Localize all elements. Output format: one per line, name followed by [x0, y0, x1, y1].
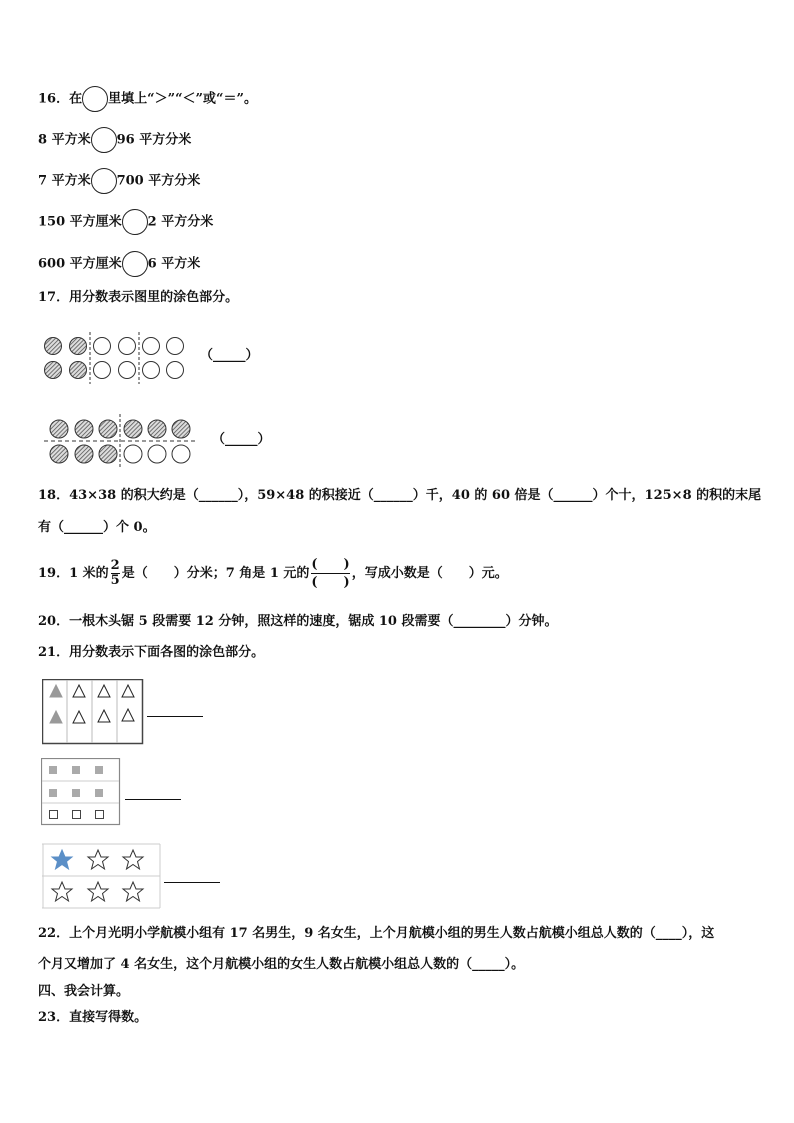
star-icon [88, 850, 108, 869]
q17-answer-2[interactable]: （_____） [212, 432, 271, 447]
q16-row-3 [38, 209, 213, 235]
circle-icon [94, 362, 111, 379]
q19-line [38, 556, 508, 591]
shaded-circle-icon [148, 420, 166, 438]
square-icon [96, 811, 104, 819]
compare-circle-blank[interactable] [122, 251, 148, 277]
q16-intro-b: 里填上“＞”“＜”或“＝”。 [108, 91, 257, 107]
q16-row-right: 96 平方分米 [116, 132, 192, 148]
q16-row-right: 700 平方分米 [116, 173, 201, 189]
q16-row-2 [38, 168, 200, 194]
q16-header [38, 86, 257, 112]
q17-figure-2 [44, 414, 204, 468]
q16-row-1 [38, 127, 191, 153]
circle-icon [143, 338, 160, 355]
shaded-circle-icon [172, 420, 190, 438]
compare-circle-blank[interactable] [122, 209, 148, 235]
q16-row-left: 7 平方米 [38, 173, 91, 189]
q17-number: 17． [38, 290, 70, 305]
q16-row-left: 600 平方厘米 [38, 256, 122, 272]
fraction-numerator: 2 [110, 558, 120, 573]
square-icon [73, 811, 81, 819]
q20-line: 20．一根木头锯 5 段需要 12 分钟，照这样的速度，锯成 10 段需要（________）分钟。 [38, 614, 558, 629]
q22-line-2: 个月又增加了 4 名女生，这个月航模小组的女生人数占航模小组总人数的（_____）。 [38, 957, 525, 972]
q22-line-1: 22．上个月光明小学航模小组有 17 名男生，9 名女生，上个月航模小组的男生人数占航模小组总人数的（____），这 [38, 926, 715, 941]
q16-row-left: 8 平方米 [38, 132, 91, 148]
compare-circle-blank[interactable] [82, 86, 108, 112]
shaded-circle-icon [45, 338, 62, 355]
star-icon [88, 882, 108, 901]
shaded-circle-icon [70, 338, 87, 355]
shaded-circle-icon [45, 362, 62, 379]
q19-text-b: 是（ ）分米；7 角是 1 元的 [121, 566, 310, 581]
q21-answer-line-1[interactable] [147, 716, 203, 717]
shaded-circle-icon [99, 445, 117, 463]
q17-text: 用分数表示图里的涂色部分。 [69, 290, 239, 305]
shaded-square-icon [72, 789, 80, 797]
shaded-circle-icon [50, 445, 68, 463]
q16-row-left: 150 平方厘米 [38, 214, 122, 230]
shaded-circle-icon [99, 420, 117, 438]
fraction-blank[interactable]: $\frac{( )}{( )}$ [311, 557, 350, 590]
shaded-square-icon [49, 766, 57, 774]
circle-icon [119, 362, 136, 379]
star-icon [52, 882, 72, 901]
circle-icon [94, 338, 111, 355]
circle-icon [172, 445, 190, 463]
circle-icon [119, 338, 136, 355]
q18-line-2: 有（______）个 0。 [38, 520, 156, 535]
circle-icon-group [45, 338, 184, 379]
shaded-square-icon [49, 789, 57, 797]
q19-text-a: 19．1 米的 [38, 566, 109, 581]
shaded-circle-icon [75, 420, 93, 438]
circle-icon [167, 338, 184, 355]
q17-answer-1[interactable]: （_____） [200, 348, 259, 363]
q16-row-right: 2 平方分米 [147, 214, 214, 230]
q21-figure-stars [42, 843, 162, 909]
compare-circle-blank[interactable] [91, 127, 117, 153]
q18-line-1: 18．43×38 的积大约是（______），59×48 的积接近（______）千，40 的 60 倍是（______）个十，125×8 的积的末尾 [38, 488, 762, 503]
shaded-square-icon [95, 766, 103, 774]
compare-circle-blank[interactable] [91, 168, 117, 194]
q17-figure-1 [40, 332, 200, 384]
circle-icon [143, 362, 160, 379]
shaded-circle-icon [124, 420, 142, 438]
shaded-circle-icon [70, 362, 87, 379]
q16-row-right: 6 平方米 [147, 256, 201, 272]
q21-answer-line-2[interactable] [125, 799, 181, 800]
q21-figure-squares [41, 758, 121, 826]
section-4-heading: 四、我会计算。 [38, 984, 130, 999]
shaded-square-icon [95, 789, 103, 797]
q16-number: 16． [38, 91, 70, 107]
shaded-circle-icon [50, 420, 68, 438]
q16-intro-a: 在 [69, 91, 83, 107]
q21-answer-line-3[interactable] [164, 882, 220, 883]
q23-line: 23．直接写得数。 [38, 1010, 148, 1025]
circle-icon [167, 362, 184, 379]
shaded-square-icon [72, 766, 80, 774]
q19-text-c: ，写成小数是（ ）元。 [351, 566, 508, 581]
q17-header [38, 288, 238, 308]
q16-row-4 [38, 251, 200, 277]
fraction-two-fifths [111, 559, 120, 588]
q21-figure-triangles [42, 679, 144, 745]
star-icon [123, 882, 143, 901]
q21-header: 21．用分数表示下面各图的涂色部分。 [38, 645, 265, 660]
shaded-star-icon [52, 850, 72, 869]
square-icon [50, 811, 58, 819]
star-icon [123, 850, 143, 869]
circle-icon [124, 445, 142, 463]
fraction-denominator: 5 [110, 573, 120, 588]
shaded-circle-icon [75, 445, 93, 463]
circle-icon [148, 445, 166, 463]
